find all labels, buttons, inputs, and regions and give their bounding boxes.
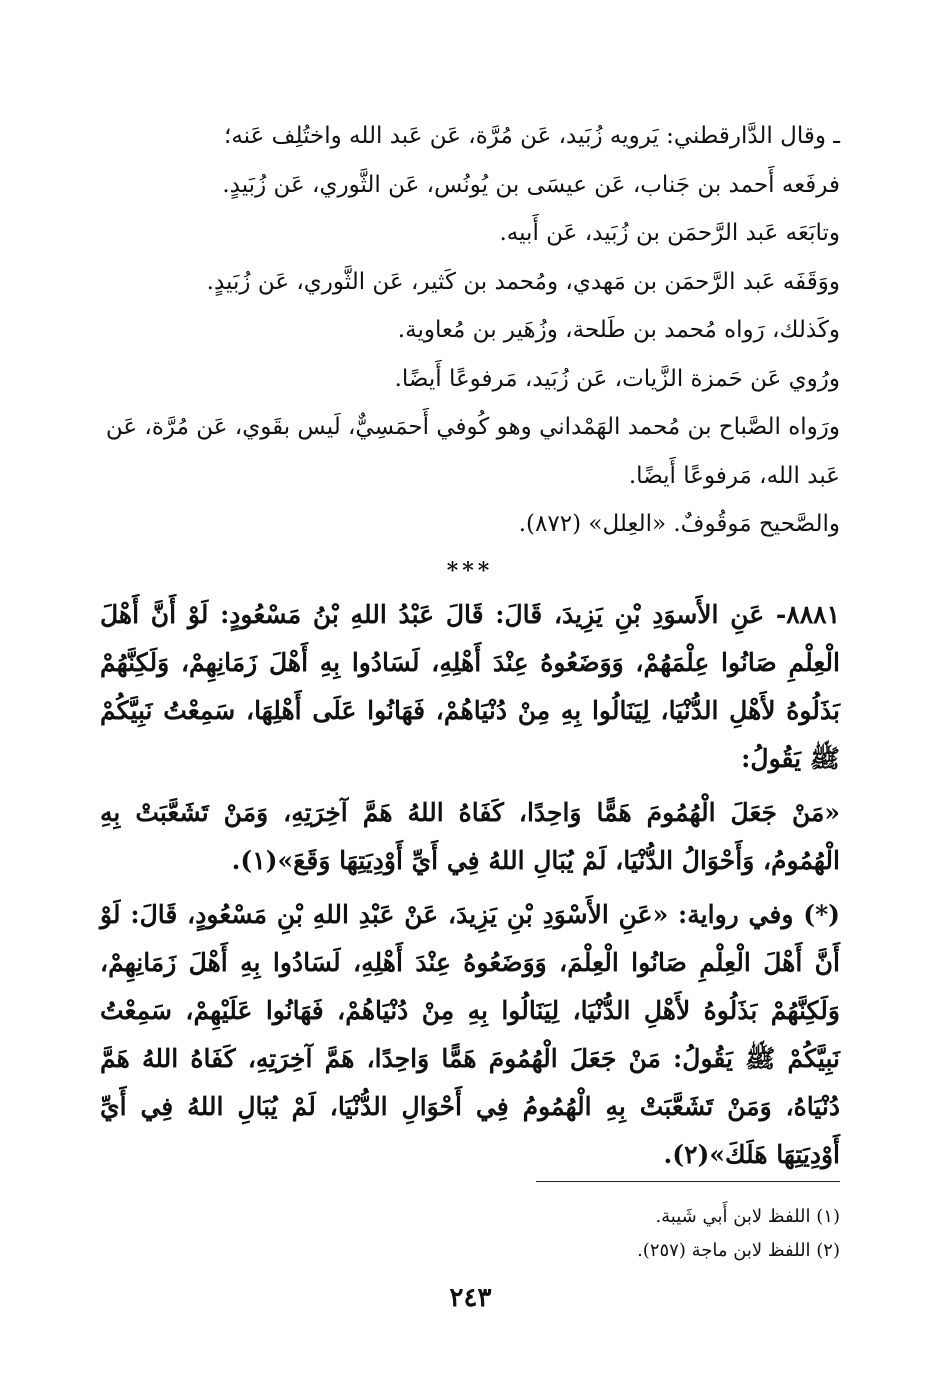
text-line: وكَذلك، رَواه مُحمد بن طَلحة، وزُهَير بن مُعاوية. (397, 317, 840, 343)
hadith-paragraph: ٨٨٨١- عَنِ الأَسوَدِ بْنِ يَزِيدَ، قَالَ: قَالَ عَبْدُ اللهِ بْنُ مَسْعُودٍ: لَوْ أَنَّ أَهْلَ الْعِلْمِ صَانُوا عِلْمَهُمْ، وَوَضَعُوهُ عِنْدَ أَهْلِهِ، لَسَادُوا بِهِ أَهْلَ زَمَانِهِمْ، وَلَكِنَّهُمْ بَذَلُوهُ لأَهْلِ الدُّنْيَا، لِيَنَالُوا بِهِ مِنْ دُنْيَاهُمْ، فَهَانُوا عَلَى أَهْلِهَا، سَمِعْتُ نَبِيَّكُمْ ﷺ يَقُولُ: (100, 599, 840, 773)
page-number: ٢٤٣ (449, 1283, 492, 1313)
footnotes (500, 1200, 840, 1268)
page-body (100, 112, 840, 1179)
text-line: ـ وقال الدَّارقطني: يَرويه زُبَيد، عَن مُرَّة، عَن عَبد الله واختُلِف عَنه؛ (224, 123, 840, 149)
footnote-divider (536, 1181, 840, 1182)
text-line: عَبد الله، مَرفوعًا أَيضًا. (628, 462, 840, 489)
footnote: (٢) اللفظ لابن ماجة (٢٥٧). (637, 1240, 840, 1261)
hadith-paragraph: «مَنْ جَعَلَ الْهُمُومَ هَمًّا وَاحِدًا، كَفَاهُ اللهُ هَمَّ آخِرَتِهِ، وَمَنْ تَشَعَّبَتْ بِهِ الْهُمُومُ، وَأَحْوَالُ الدُّنْيَا، لَمْ يُبَالِ اللهُ فِي أَيِّ أَوْدِيَتِهَا وَقَعَ»(١). (100, 797, 840, 875)
text-line: ورَواه الصَّباح بن مُحمد الهَمْداني وهو كُوفي أَحمَسِيٌّ، لَيس بقَوي، عَن مُرَّة، عَن (105, 414, 840, 440)
text-line: ووَقَفَه عَبد الرَّحمَن بن مَهدي، ومُحمد بن كَثير، عَن الثَّوري، عَن زُبَيدٍ. (206, 268, 840, 295)
text-line: والصَّحيح مَوقُوفٌ. «العِلل» (٨٧٢). (518, 511, 840, 537)
text-line: ورُوي عَن حَمزة الزَّيات، عَن زُبَيد، مَرفوعًا أَيضًا. (394, 365, 840, 392)
text-line: وتابَعَه عَبد الرَّحمَن بن زُبَيد، عَن أَبيه. (499, 220, 840, 246)
section-separator: *** (446, 557, 494, 584)
hadith-paragraph: (*) وفي رواية: «عَنِ الأَسْوَدِ بْنِ يَزِيدَ، عَنْ عَبْدِ اللهِ بْنِ مَسْعُودٍ، قَالَ: لَوْ أَنَّ أَهْلَ الْعِلْمِ صَانُوا الْعِلْمَ، وَوَضَعُوهُ عِنْدَ أَهْلِهِ، لَسَادُوا بِهِ أَهْلَ زَمَانِهِمْ، وَلَكِنَّهُمْ بَذَلُوهُ لأَهْلِ الدُّنْيَا، لِيَنَالُوا بِهِ مِنْ دُنْيَاهُمْ، فَهَانُوا عَلَيْهِمْ، سَمِعْتُ نَبِيَّكُمْ ﷺ يَقُولُ: مَنْ جَعَلَ الْهُمُومَ هَمًّا وَاحِدًا، هَمَّ آخِرَتِهِ، كَفَاهُ اللهُ هَمَّ دُنْيَاهُ، وَمَنْ تَشَعَّبَتْ بِهِ الْهُمُومُ فِي أَحْوَالِ الدُّنْيَا، لَمْ يُبَالِ اللهُ فِي أَيِّ أَوْدِيَتِهَا هَلَكَ»(٢). (100, 899, 840, 1169)
footnote: (١) اللفظ لابن أَبي شَيبة. (655, 1206, 840, 1227)
text-line: فرفَعه أَحمد بن جَناب، عَن عيسَى بن يُونُس، عَن الثَّوري، عَن زُبَيدٍ. (222, 171, 840, 198)
